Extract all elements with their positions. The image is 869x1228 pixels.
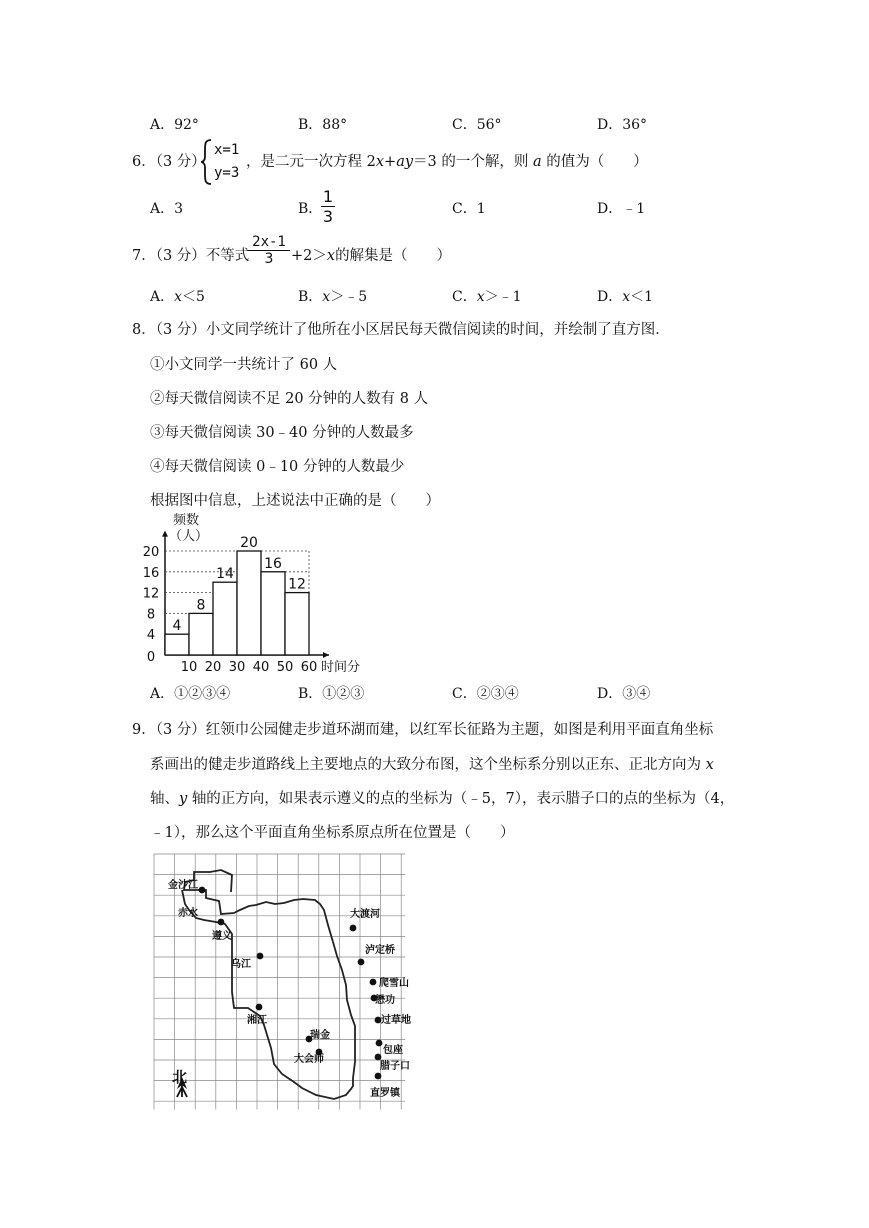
q6-var-a: a [532, 154, 542, 170]
histogram-chart [140, 508, 370, 678]
q6-text-b: ＝3 的一个解，则 [413, 154, 529, 170]
bar-value-label: 8 [196, 597, 206, 614]
x-tick-label: 40 [252, 660, 270, 675]
q9-line-2-text: 系画出的健走步道路线上主要地点的大致分布图，这个坐标系分别以正东、正北方向为 [150, 757, 701, 773]
q6-system-eq2: y=3 [214, 165, 240, 181]
q9-line-2 [150, 753, 714, 774]
y-axis-label-1: 频数 [173, 513, 200, 528]
q7-option-c [452, 286, 522, 306]
q6-text-a: ，是二元一次方程 2 [246, 154, 376, 170]
north-label: 北 [172, 1068, 188, 1086]
bar-value-label: 4 [172, 618, 182, 635]
q7-option-c-label: C． [452, 289, 477, 305]
map-label: 乌江 [231, 959, 251, 970]
q7-option-b-label: B． [298, 289, 323, 305]
q9-line-3-text-a: 轴、 [150, 791, 179, 807]
q9-line-2-var: x [705, 757, 714, 773]
q7-stem-tail [291, 244, 451, 265]
map-point [256, 1004, 263, 1011]
q7-option-a-rest: ＜5 [182, 289, 205, 305]
q8-statement-2: ②每天微信阅读不足 20 分钟的人数有 8 人 [150, 391, 429, 407]
q7-option-b-var: x [322, 289, 331, 305]
x-axis-arrow-icon [323, 652, 329, 658]
x-tick-label: 50 [276, 660, 294, 675]
map-label: 过草地 [381, 1015, 411, 1026]
x-tick-label: 10 [180, 660, 198, 675]
q7-option-d-var: x [622, 289, 631, 305]
x-axis-label: 时间分 [321, 660, 361, 675]
map-point [257, 953, 264, 960]
map-point [376, 1040, 383, 1047]
map-label: 金沙江 [168, 880, 198, 891]
histogram-bar [213, 582, 237, 655]
q6-brace-icon [199, 138, 213, 186]
map-label: 泸定桥 [365, 945, 395, 956]
route-path [182, 870, 355, 1099]
map-label: 腊子口 [380, 1061, 410, 1072]
map-point [370, 979, 377, 986]
q8-question: 根据图中信息，上述说法中正确的是（ ） [150, 493, 440, 509]
map-point [358, 959, 365, 966]
histogram-bar [189, 613, 213, 655]
histogram-bar [237, 551, 261, 655]
y-tick-label: 20 [142, 545, 160, 560]
q8-option-a: A．①②③④ [150, 686, 231, 702]
q7-fraction [248, 234, 290, 267]
q6-option-b-fraction [321, 187, 335, 226]
q7-text-after: +2＞ [291, 248, 327, 264]
q5-option-b: B．88° [298, 117, 348, 133]
x-tick-label: 20 [204, 660, 222, 675]
bar-value-label: 12 [288, 576, 306, 593]
q6-prefix: 6．（3 分） [132, 154, 206, 170]
map-label: 遵义 [212, 931, 232, 942]
q8-option-b: B．①②③ [298, 686, 365, 702]
q9-line-3 [150, 787, 734, 808]
q6-plus: + [384, 154, 397, 170]
q8-statement-3: ③每天微信阅读 30﹣40 分钟的人数最多 [150, 425, 414, 441]
q5-option-a: A．92° [150, 117, 199, 133]
y-tick-label: 16 [142, 565, 160, 581]
map-label: 大会师 [294, 1054, 324, 1065]
q8-option-c: C．②③④ [452, 686, 519, 702]
q6-option-c: C．1 [452, 201, 486, 217]
bar-value-label: 14 [216, 566, 234, 583]
q7-text-end: 的解集是（ ） [335, 248, 452, 264]
q6-text-c: 的值为（ ） [546, 154, 648, 170]
q6-var-ay: ay [396, 154, 414, 170]
q9-line-3-text-b: 轴的正方向，如果表示遵义的点的坐标为（﹣5，7），表示腊子口的点的坐标为（4， [191, 791, 735, 807]
y-axis-label-2: （人） [169, 529, 209, 544]
q7-option-d-rest: ＜1 [630, 289, 654, 305]
y-tick-label: 8 [146, 607, 156, 623]
map-label: 瑞金 [310, 1030, 330, 1041]
map-point [375, 1054, 382, 1061]
q7-frac-den: 3 [264, 251, 274, 267]
q7-option-b-rest: ＞﹣5 [330, 289, 368, 305]
q7-option-c-var: x [476, 289, 485, 305]
map-label: 直罗镇 [370, 1088, 400, 1099]
long-march-map [152, 852, 414, 1112]
q6-option-b: B． [298, 201, 323, 217]
map-label: 湘江 [247, 1015, 267, 1026]
x-tick-label: 60 [300, 660, 318, 675]
q7-option-d-label: D． [597, 289, 623, 305]
y-tick-label: 12 [142, 586, 160, 602]
q7-var-x: x [326, 248, 336, 264]
q8-statement-1: ①小文同学一共统计了 60 人 [150, 357, 338, 373]
map-point [199, 887, 206, 894]
map-point [375, 1073, 382, 1080]
map-label: 大渡河 [350, 909, 380, 920]
histogram-bar [165, 634, 189, 655]
q6-option-d: D．﹣1 [597, 201, 646, 217]
bar-value-label: 20 [240, 535, 258, 551]
q8-statement-4: ④每天微信阅读 0﹣10 分钟的人数最少 [150, 459, 405, 475]
histogram-bar [285, 593, 309, 655]
q6-system-eq1: x=1 [214, 142, 240, 158]
map-label: 懋功 [375, 995, 395, 1006]
q8-option-d: D．③④ [597, 686, 651, 702]
q6-frac-den: 3 [322, 207, 334, 226]
q7-option-a-var: x [174, 289, 183, 305]
histogram-bars [165, 535, 309, 655]
q7-frac-num: 2x-1 [252, 234, 286, 250]
map-labels [168, 878, 411, 1099]
map-point [218, 919, 225, 926]
q7-option-b [298, 286, 367, 306]
map-label: 赤水 [178, 908, 198, 919]
histogram-bar [261, 572, 285, 655]
q7-prefix: 7．（3 分）不等式 [132, 248, 250, 264]
y-tick-label: 0 [146, 650, 156, 665]
q6-stem [246, 150, 648, 171]
map-label: 包座 [383, 1045, 403, 1056]
y-axis-arrow-icon [162, 531, 168, 537]
map-label: 爬雪山 [379, 978, 409, 989]
map-point [350, 925, 357, 932]
q9-line-4: ﹣1），那么这个平面直角坐标系原点所在位置是（ ） [150, 825, 515, 841]
q7-option-d [597, 286, 653, 306]
q5-option-c: C．56° [452, 117, 502, 133]
q9-line-3-var: y [179, 791, 188, 807]
q8-stem: 8．（3 分）小文同学统计了他所在小区居民每天微信阅读的时间，并绘制了直方图． [132, 322, 670, 338]
q7-option-a-label: A． [150, 289, 175, 305]
x-tick-label: 30 [228, 660, 246, 675]
y-tick-label: 4 [146, 628, 156, 644]
q5-option-d: D．36° [597, 117, 648, 133]
bar-value-label: 16 [264, 555, 282, 572]
q7-option-a [150, 286, 205, 306]
q7-option-c-rest: ＞﹣1 [484, 289, 522, 305]
q9-line-1: 9．（3 分）红领巾公园健走步道环湖而建，以红军长征路为主题，如图是利用平面直角坐标 [132, 722, 714, 738]
q6-option-a: A．3 [150, 201, 184, 217]
q6-var-x: x [375, 154, 385, 170]
q6-frac-num: 1 [322, 187, 334, 206]
